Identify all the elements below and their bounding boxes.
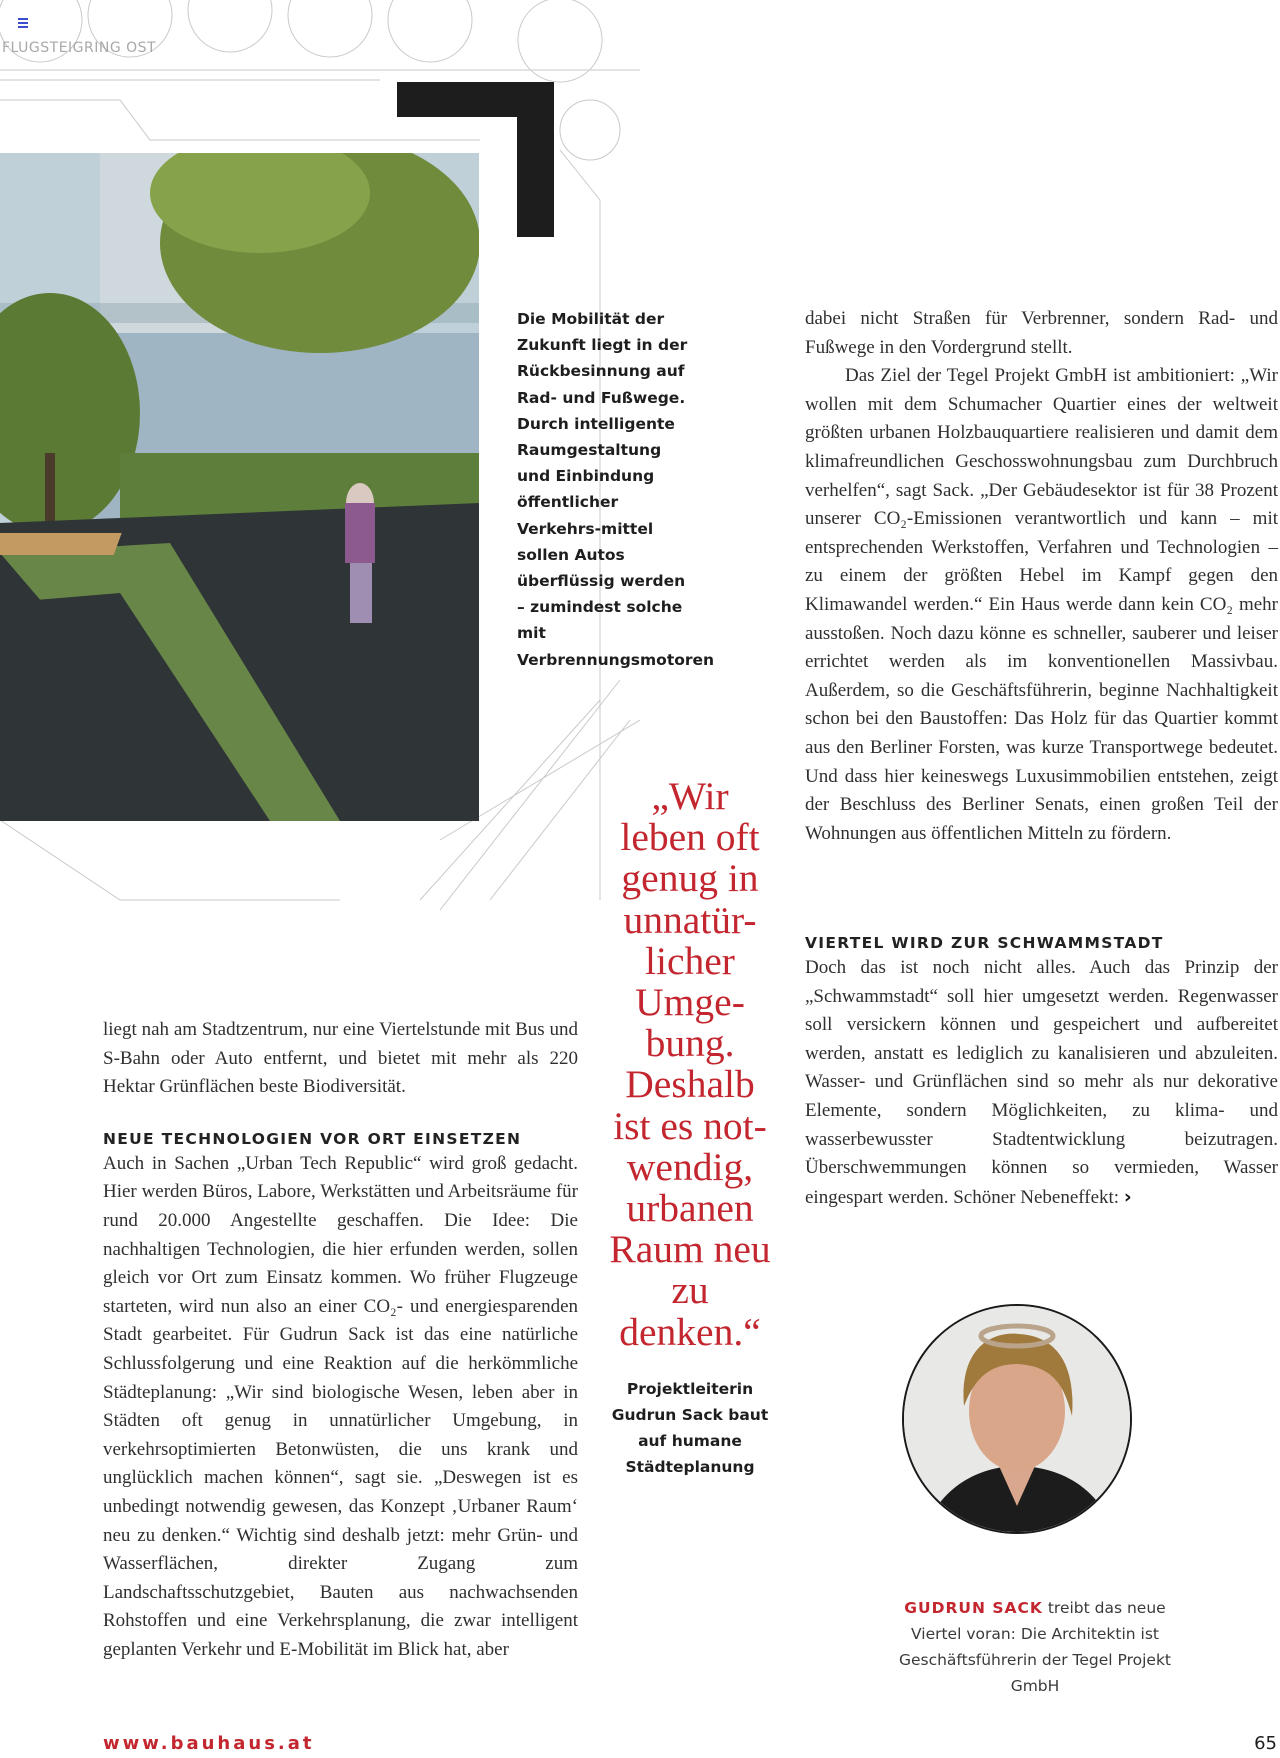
portrait-caption <box>880 1595 1190 1699</box>
page-number: 65 <box>1254 1733 1277 1754</box>
portrait-photo <box>902 1304 1132 1534</box>
photo-caption: Die Mobilität der Zukunft liegt in der Rückbesinnung auf Rad- und Fußwege. Durch intelligente Raumgestaltung und Einbindung öffentlicher Verkehrs-mittel sollen Autos überflüssig werden – zumindest solche mit Verbrennungsmotoren <box>517 310 715 669</box>
continue-arrow-icon[interactable]: › <box>1123 1185 1132 1208</box>
right-column-top <box>805 305 1278 848</box>
section-heading-technologies: NEUE TECHNOLOGIEN VOR ORT EINSETZEN <box>103 1129 522 1148</box>
right-paragraph-3-text: Doch das ist noch nicht alles. Auch das Prinzip der „Schwammstadt“ soll hier umgesetzt werden. Regenwasser soll versickern können und gespeichert und aufbereitet werden, anstatt es lediglich zu kanalisieren und abzuleiten. Wasser- und Grünflächen sind so mehr als nur dekorative Elemente, sondern Möglichkeiten, zu klima- und wasserbewusster Stadtentwicklung beizutragen. Überschwemmungen können so vermieden, Wasser eingespart werden. Schöner Nebeneffekt: <box>805 957 1278 1208</box>
section-heading-sponge-city: VIERTEL WIRD ZUR SCHWAMMSTADT <box>805 934 1164 952</box>
left-paragraph-1: liegt nah am Stadtzentrum, nur eine Viertelstunde mit Bus und S-Bahn oder Auto entfernt, und bietet mit mehr als 220 Hektar Grünflächen beste Biodiversität. <box>103 1019 578 1098</box>
footer-url-link[interactable]: www.bauhaus.at <box>103 1733 315 1754</box>
left-column <box>103 1016 578 1664</box>
corner-bracket-vertical <box>517 82 554 237</box>
quote-caption: Projektleiterin Gudrun Sack baut auf humane Städteplanung <box>611 1380 769 1476</box>
portrait-name: GUDRUN SACK <box>904 1599 1043 1617</box>
menu-icon[interactable] <box>18 18 28 26</box>
street-photo <box>0 153 479 821</box>
right-paragraph-1: dabei nicht Straßen für Verbrenner, sondern Rad- und Fußwege in den Vordergrund stellt. <box>805 308 1278 358</box>
right-paragraph-2: Das Ziel der Tegel Projekt GmbH ist ambitioniert: „Wir wollen mit dem Schumacher Quartier eines der weltweit größten urbanen Holzbauquartiere realisieren und damit dem klimafreundlichen Geschosswohnungsbau zum Durchbruch verhelfen“, sagt Sack. „Der Gebäudesektor ist für 38 Prozent unserer CO₂-Emissionen verantwortlich und kann – mit entsprechenden Werkstoffen, Verfahren und Technologien – zu einem der größten Hebel im Kampf gegen den Klimawandel werden.“ Ein Haus werde dann kein CO₂ mehr ausstoßen. Noch dazu könne es schneller, sauberer und leiser errichtet werden als im konventionellen Massivbau. Außerdem, so die Geschäftsführerin, beginne Nachhaltigkeit schon bei den Baustoffen: Das Holz für das Quartier kommt aus den Berliner Forsten, was kurze Transportwege bedeutet. Und dass hier keineswegs Luxusimmobilien entstehen, zeigt der Beschluss des Berliner Senats, einen großen Teil der Wohnungen aus öffentlichen Mitteln zu fördern. <box>805 365 1278 844</box>
plan-label: FLUGSTEIGRING OST <box>2 40 157 56</box>
right-paragraph-3 <box>805 954 1278 1212</box>
left-paragraph-2: Auch in Sachen „Urban Tech Republic“ wird groß gedacht. Hier werden Büros, Labore, Werkstätten und Arbeitsräume für rund 20.000 Angestellte geschaffen. Die Idee: Die nachhaltigen Technologien, die hier erfunden werden, sollen gleich vor Ort zum Einsatz kommen. Wo früher Flugzeuge starteten, wird nun also an einer CO₂- und energiesparenden Stadt gearbeitet. Für Gudrun Sack ist das eine natürliche Schlussfolgerung und eine Reaktion auf die herkömmliche Städteplanung: „Wir sind biologische Wesen, leben aber in Städten oft genug in unnatürlicher Umgebung, in verkehrsoptimierten Betonwüsten, die uns krank und unglücklich machen können“, sagt sie. „Deswegen ist es unbedingt notwendig gewesen, das Konzept ‚Urbaner Raum‘ neu zu denken.“ Wichtig sind deshalb jetzt: mehr Grün- und Wasserflächen, direkter Zugang zum Landschaftsschutzgebiet, Bauten aus nachwachsenden Rohstoffen und eine Verkehrsplanung, die zwar intelligent geplanten Verkehr und E-Mobilität im Blick hat, aber <box>103 1152 578 1660</box>
right-column-bottom <box>805 932 1278 1212</box>
portrait-caption-text: treibt das neue Viertel voran: Die Architektin ist Geschäftsführerin der Tegel Projekt GmbH <box>898 1599 1172 1695</box>
pull-quote: „Wir leben oft genug in unnatür-licher Umge-bung. Deshalb ist es not-wendig, urbanen Raum neu zu denken.“ <box>609 774 771 1354</box>
